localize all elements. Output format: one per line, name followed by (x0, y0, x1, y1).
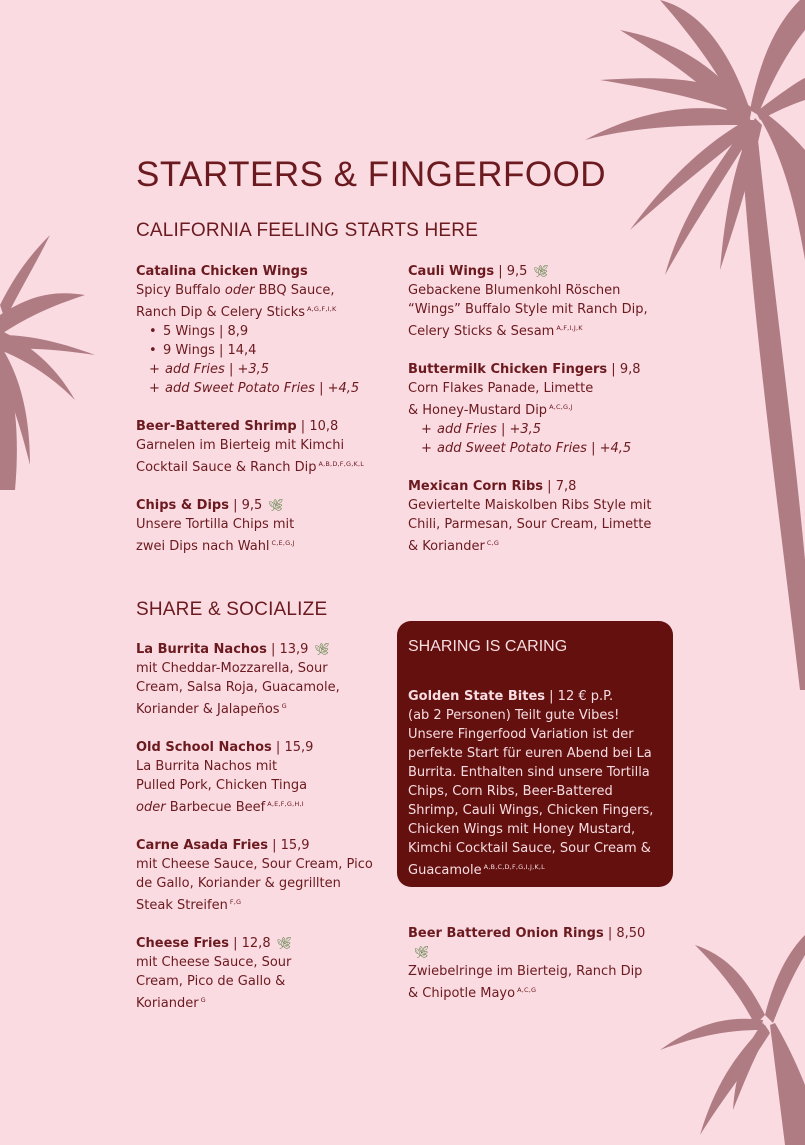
item-desc-em: oder (224, 283, 255, 298)
section1-left-column (136, 262, 396, 575)
menu-item: Cauli Wings | 9,5 🌿︎ Gebackene Blumenkohl Röschen “Wings” Buffalo Style mit Ranch Dip, Celery Sticks & Sesam $^{A,F,I,J,K}$ (408, 262, 658, 341)
leaf-icon: 🌿︎ (533, 264, 549, 278)
addon-item: + add Sweet Potato Fries | +4,5 (149, 381, 360, 396)
item-price: 15,9 (280, 838, 310, 853)
menu-item: Chips & Dips | 9,5 🌿︎ Unsere Tortilla Chips mit zwei Dips nach Wahl $^{C,E,G,J}$ (136, 496, 396, 556)
item-desc: Unsere Tortilla Chips mit zwei Dips nach Wahl $^{C,E,G,J}$ (136, 517, 295, 554)
allergen-codes: A,E,F,G,H,I (267, 800, 304, 808)
page-title: STARTERS & FINGERFOOD (136, 155, 607, 194)
allergen-codes: A,B,D,F,G,K,L (318, 460, 365, 468)
allergen-codes: A,F,I,J,K (556, 324, 583, 332)
menu-item: La Burrita Nachos | 13,9 🌿︎ mit Cheddar-Mozzarella, Sour Cream, Salsa Roja, Guacamole, Koriander & Jalapeños $^G$ (136, 642, 340, 717)
box-content: Golden State Bites | 12 € p.P. (ab 2 Personen) Teilt gute Vibes! Unsere Fingerfood Variation ist der perfekte Start für euren Abend bei La Burrita. Enthalten sind unsere Tortilla Chips, Corn Ribs, Beer-Battered Shrimp, Cauli Wings, Chicken Fingers, Chicken Wings mit Honey Mustard, Kimchi Cocktail Sauce, Sour Cream & Guacamole $^{A,B,C,D,F,G,I,J,K,L}$ (408, 687, 666, 880)
item-desc: BBQ Sauce, (254, 283, 335, 298)
item-price: 7,8 (555, 479, 577, 494)
item-price: 9,5 (506, 264, 528, 279)
addon-item: + add Fries | +3,5 (149, 362, 270, 377)
allergen-codes: A,C,G,J (549, 403, 573, 411)
allergen-codes: G (200, 996, 206, 1004)
item-price: 8,50 (616, 926, 646, 941)
menu-item: Carne Asada Fries | 15,9 mit Cheese Sauce, Sour Cream, Pico de Gallo, Koriander & gegrillten Steak Streifen $^{F,G}$ (136, 836, 381, 915)
item-name: Buttermilk Chicken Fingers (408, 362, 608, 377)
menu-item: Beer Battered Onion Rings | 8,50🌿︎ Zwiebelringe im Bierteig, Ranch Dip & Chipotle Mayo $^{A,C,G}$ (408, 926, 646, 1001)
item-price: 9,5 (241, 498, 263, 513)
leaf-icon: 🌿︎ (314, 642, 330, 656)
item-name: Beer Battered Onion Rings (408, 926, 604, 941)
item-desc: Geviertelte Maiskolben Ribs Style mit Chili, Parmesan, Sour Cream, Limette & Koriander $^{C,G}$ (408, 498, 652, 554)
addon-item: + add Sweet Potato Fries | +4,5 (421, 441, 632, 456)
options-list (408, 420, 658, 458)
item-price: 12,8 (241, 936, 271, 951)
allergen-codes: G (281, 702, 287, 710)
allergen-codes: A,B,C,D,F,G,I,J,K,L (483, 863, 545, 871)
item-desc: (ab 2 Personen) Teilt gute Vibes! Unsere Fingerfood Variation ist der perfekte Start für euren Abend bei La Burrita. Enthalten sind unsere Tortilla Chips, Corn Ribs, Beer-Battered Shrimp, Cauli Wings, Chicken Fingers, Chicken Wings mit Honey Mustard, Kimchi Cocktail Sauce, Sour Cream & Guacamole $^{A,B,C,D,F,G,I,J,K,L}$ (408, 708, 654, 878)
item-name: Catalina Chicken Wings (136, 264, 308, 279)
menu-item (136, 262, 396, 398)
item-desc: Zwiebelringe im Bierteig, Ranch Dip & Chipotle Mayo $^{A,C,G}$ (408, 964, 643, 1001)
box-heading: SHARING IS CARING (408, 638, 568, 655)
item-desc: Spicy Buffalo (136, 283, 225, 298)
option-item: • 5 Wings | 8,9 (149, 324, 249, 339)
item-price: 9,8 (619, 362, 641, 377)
item-price: 13,9 (279, 642, 309, 657)
item-name: Cauli Wings (408, 264, 495, 279)
item-name: Beer-Battered Shrimp (136, 419, 297, 434)
palm-tree-left (0, 235, 95, 495)
section1-right-column (408, 262, 658, 575)
allergen-codes: C,G (486, 539, 500, 547)
item-desc: Gebackene Blumenkohl Röschen “Wings” Buffalo Style mit Ranch Dip, Celery Sticks & Sesam $^{A,F,I,J,K}$ (408, 283, 648, 339)
leaf-icon: 🌿︎ (268, 498, 284, 512)
item-desc: Ranch Dip & Celery Sticks (136, 305, 306, 320)
section2-right-column (408, 924, 658, 1022)
item-price: 12 € p.P. (557, 689, 614, 704)
allergen-codes: C,E,G,J (271, 539, 295, 547)
option-item: • 9 Wings | 14,4 (149, 343, 257, 358)
section-heading-share: SHARE & SOCIALIZE (136, 599, 328, 620)
item-name: Mexican Corn Ribs (408, 479, 544, 494)
item-name: Cheese Fries (136, 936, 229, 951)
menu-item: Mexican Corn Ribs | 7,8 Geviertelte Maiskolben Ribs Style mit Chili, Parmesan, Sour Cream, Limette & Koriander $^{C,G}$ (408, 477, 658, 556)
item-name: Golden State Bites (408, 689, 546, 704)
menu-item: Beer-Battered Shrimp | 10,8 Garnelen im Bierteig mit Kimchi Cocktail Sauce & Ranch Dip $^{A,B,D,F,G,K,L}$ (136, 417, 396, 477)
item-name: Old School Nachos (136, 740, 272, 755)
item-price: 15,9 (284, 740, 314, 755)
item-desc: mit Cheese Sauce, Sour Cream, Pico de Gallo, Koriander & gegrillten Steak Streifen $^{F,G}$ (136, 857, 373, 913)
allergen-codes: F,G (229, 898, 242, 906)
options-list (136, 322, 396, 398)
item-desc: Garnelen im Bierteig mit Kimchi Cocktail Sauce & Ranch Dip $^{A,B,D,F,G,K,L}$ (136, 438, 365, 475)
sharing-is-caring-box (397, 621, 673, 887)
item-desc: La Burrita Nachos mit Pulled Pork, Chicken Tinga oder Barbecue Beef $^{A,E,F,G,H,I}$ (136, 759, 308, 815)
menu-item: Old School Nachos | 15,9 La Burrita Nachos mit Pulled Pork, Chicken Tinga oder Barbecue Beef $^{A,E,F,G,H,I}$ (136, 738, 381, 817)
allergen-codes: A,C,G (517, 986, 537, 994)
item-name: La Burrita Nachos (136, 642, 267, 657)
menu-item: Cheese Fries | 12,8 🌿︎ mit Cheese Sauce, Sour Cream, Pico de Gallo & Koriander $^G$ (136, 934, 381, 1013)
leaf-icon: 🌿︎ (414, 945, 430, 959)
item-name: Carne Asada Fries (136, 838, 268, 853)
palm-tree-bottom-right (655, 935, 805, 1145)
item-desc: Corn Flakes Panade, Limette & Honey-Mustard Dip $^{A,C,G,J}$ (408, 381, 594, 418)
addon-item: + add Fries | +3,5 (421, 422, 542, 437)
menu-item: Buttermilk Chicken Fingers | 9,8 Corn Flakes Panade, Limette & Honey-Mustard Dip $^{A,C,G,J}$ + add Fries | +3,5 + add Sweet Potato Fries | +4,5 (408, 360, 658, 458)
allergen-codes: A,G,F,I,K (307, 305, 337, 313)
item-price: 10,8 (309, 419, 339, 434)
section2-left-column (136, 640, 381, 1032)
leaf-icon: 🌿︎ (276, 936, 292, 950)
item-desc: mit Cheddar-Mozzarella, Sour Cream, Salsa Roja, Guacamole, Koriander & Jalapeños $^G$ (136, 661, 340, 717)
item-name: Chips & Dips (136, 498, 229, 513)
section-heading-california: CALIFORNIA FEELING STARTS HERE (136, 220, 479, 241)
item-desc: mit Cheese Sauce, Sour Cream, Pico de Gallo & Koriander $^G$ (136, 955, 292, 1011)
